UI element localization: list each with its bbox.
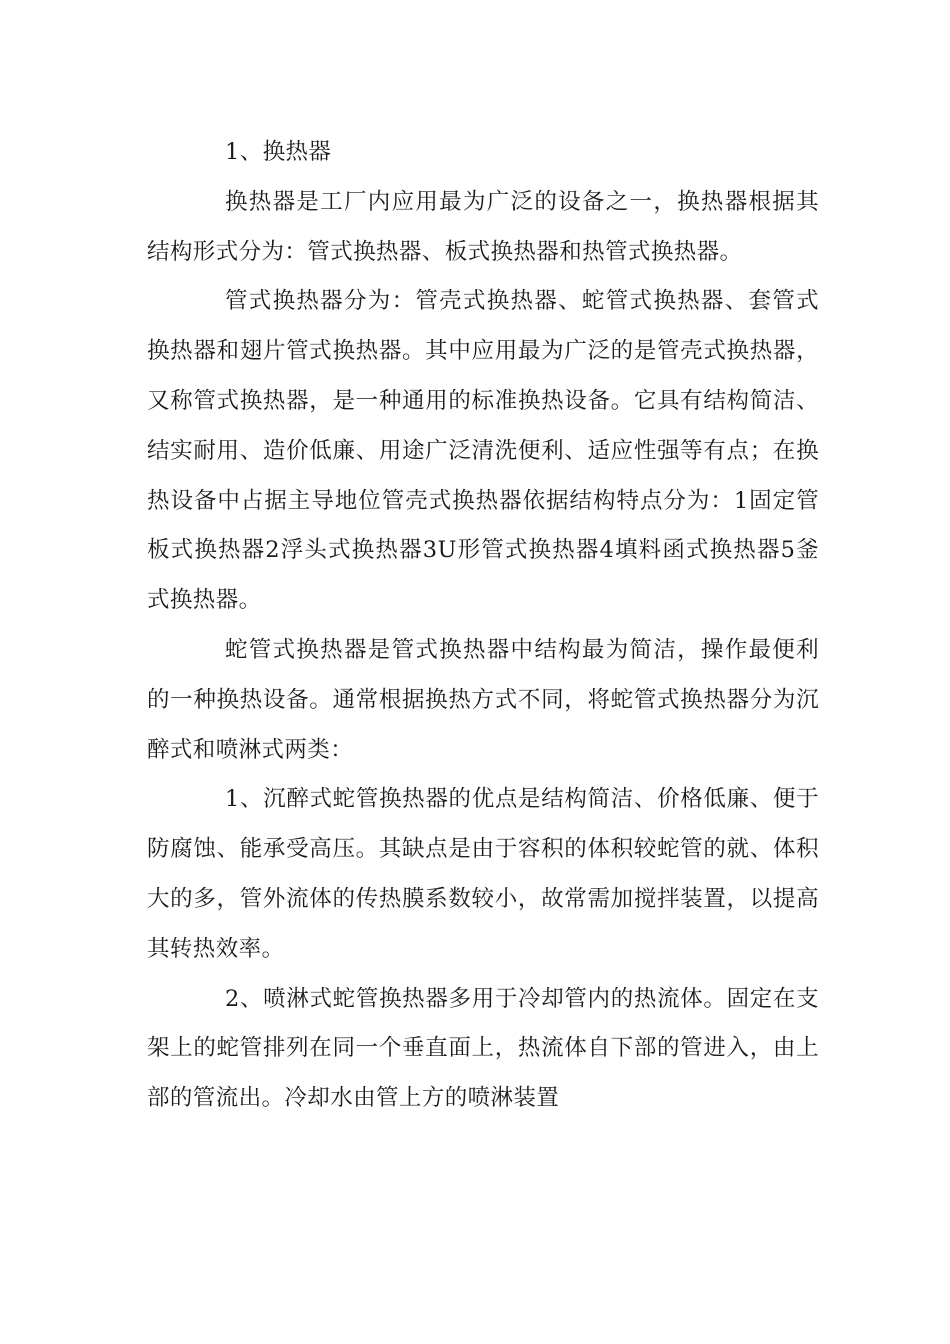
document-body [147, 128, 819, 1124]
paragraph-coil-types: 蛇管式换热器是管式换热器中结构最为简洁，操作最便利的一种换热设备。通常根据换热方式不同，将蛇管式换热器分为沉醉式和喷淋式两类： [147, 636, 819, 763]
paragraph-tube-types: 管式换热器分为：管壳式换热器、蛇管式换热器、套管式换热器和翅片管式换热器。其中应用最为广泛的是管壳式换热器，又称管式换热器，是一种通用的标准换热设备。它具有结构简洁、结实耐用、造价低廉、用途广泛清洗便利、适应性强等有点；在换热设备中占据主导地位管壳式换热器依据结构特点分为：1固定管板式换热器2浮头式换热器3U形管式换热器4填料函式换热器5釜式换热器。 [147, 288, 819, 614]
paragraph-immersion-coil: 1、沉醉式蛇管换热器的优点是结构简洁、价格低廉、便于防腐蚀、能承受高压。其缺点是由于容积的体积较蛇管的就、体积大的多，管外流体的传热膜系数较小，故常需加搅拌装置，以提高其转热效率。 [147, 786, 819, 962]
paragraph-intro: 换热器是工厂内应用最为广泛的设备之一，换热器根据其结构形式分为：管式换热器、板式换热器和热管式换热器。 [147, 188, 819, 265]
section-heading: 1、换热器 [225, 139, 332, 165]
paragraph-spray-coil: 2、喷淋式蛇管换热器多用于冷却管内的热流体。固定在支架上的蛇管排列在同一个垂直面上，热流体自下部的管进入，由上部的管流出。冷却水由管上方的喷淋装置 [147, 985, 819, 1112]
